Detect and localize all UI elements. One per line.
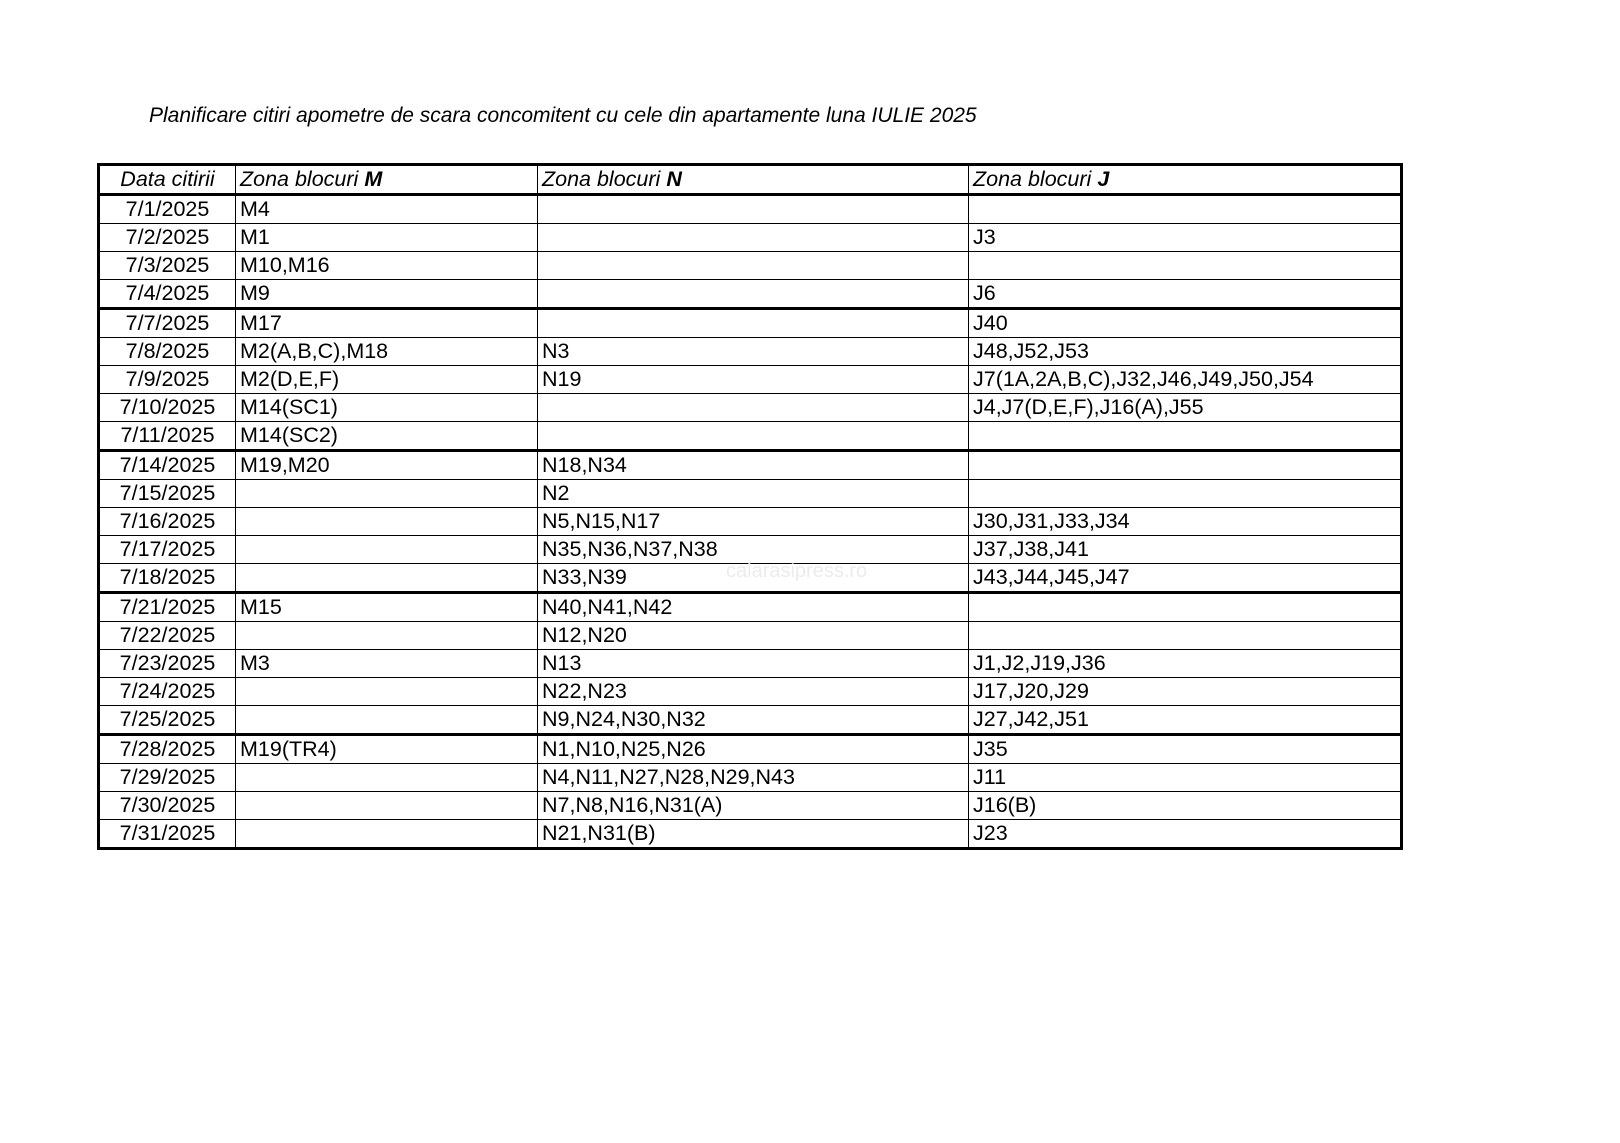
table-row [99, 195, 1402, 224]
table-row [99, 650, 1402, 678]
watermark: calarasipress.ro [726, 560, 868, 582]
date-cell: 7/28/2025 [99, 735, 236, 764]
zone-m-cell [236, 678, 538, 706]
header-zone-n: Zona blocuri N [538, 165, 969, 195]
zone-j-cell: J16(B) [969, 792, 1402, 820]
zone-n-cell [538, 195, 969, 224]
table-row [99, 593, 1402, 622]
zone-n-cell [538, 422, 969, 451]
date-cell: 7/9/2025 [99, 366, 236, 394]
zone-n-cell: N21,N31(B) [538, 820, 969, 849]
zone-n-cell [538, 224, 969, 252]
document-title: Planificare citiri apometre de scara concomitent cu cele din apartamente luna IULIE 2025 [149, 104, 977, 127]
zone-m-cell [236, 622, 538, 650]
zone-j-cell: J37,J38,J41 [969, 536, 1402, 564]
zone-n-cell: N4,N11,N27,N28,N29,N43 [538, 764, 969, 792]
table-row [99, 678, 1402, 706]
zone-m-cell [236, 706, 538, 735]
date-cell: 7/2/2025 [99, 224, 236, 252]
zone-m-cell: M2(D,E,F) [236, 366, 538, 394]
date-cell: 7/15/2025 [99, 480, 236, 508]
zone-j-cell: J1,J2,J19,J36 [969, 650, 1402, 678]
date-cell: 7/16/2025 [99, 508, 236, 536]
header-zone-j: Zona blocuri J [969, 165, 1402, 195]
zone-n-cell: N40,N41,N42 [538, 593, 969, 622]
date-cell: 7/8/2025 [99, 338, 236, 366]
zone-n-cell: N33,N39 [538, 564, 969, 593]
date-cell: 7/24/2025 [99, 678, 236, 706]
zone-j-cell: J48,J52,J53 [969, 338, 1402, 366]
zone-j-cell: J30,J31,J33,J34 [969, 508, 1402, 536]
date-cell: 7/31/2025 [99, 820, 236, 849]
date-cell: 7/1/2025 [99, 195, 236, 224]
zone-j-cell: J27,J42,J51 [969, 706, 1402, 735]
zone-m-cell [236, 480, 538, 508]
zone-m-cell: M10,M16 [236, 252, 538, 280]
date-cell: 7/25/2025 [99, 706, 236, 735]
table-row [99, 764, 1402, 792]
zone-m-cell: M1 [236, 224, 538, 252]
zone-m-cell [236, 564, 538, 593]
zone-m-cell: M14(SC1) [236, 394, 538, 422]
table-row [99, 280, 1402, 309]
zone-j-cell: J4,J7(D,E,F),J16(A),J55 [969, 394, 1402, 422]
date-cell: 7/21/2025 [99, 593, 236, 622]
table-row [99, 480, 1402, 508]
date-cell: 7/11/2025 [99, 422, 236, 451]
zone-j-cell: J43,J44,J45,J47 [969, 564, 1402, 593]
table-row [99, 820, 1402, 849]
date-cell: 7/30/2025 [99, 792, 236, 820]
zone-n-cell: N13 [538, 650, 969, 678]
zone-m-cell: M19(TR4) [236, 735, 538, 764]
zone-m-cell [236, 820, 538, 849]
zone-n-cell: N22,N23 [538, 678, 969, 706]
table-row [99, 792, 1402, 820]
zone-j-cell [969, 252, 1402, 280]
zone-n-cell: N1,N10,N25,N26 [538, 735, 969, 764]
table-row [99, 706, 1402, 735]
table-row [99, 735, 1402, 764]
zone-n-cell: N18,N34 [538, 451, 969, 480]
date-cell: 7/14/2025 [99, 451, 236, 480]
table-row [99, 252, 1402, 280]
header-row [99, 165, 1402, 195]
zone-j-cell [969, 480, 1402, 508]
zone-m-cell: M17 [236, 309, 538, 338]
zone-n-cell: N7,N8,N16,N31(A) [538, 792, 969, 820]
date-cell: 7/17/2025 [99, 536, 236, 564]
date-cell: 7/18/2025 [99, 564, 236, 593]
zone-j-cell [969, 451, 1402, 480]
table-row [99, 224, 1402, 252]
table-row [99, 422, 1402, 451]
zone-m-cell: M2(A,B,C),M18 [236, 338, 538, 366]
zone-j-cell [969, 593, 1402, 622]
zone-m-cell: M19,M20 [236, 451, 538, 480]
date-cell: 7/22/2025 [99, 622, 236, 650]
date-cell: 7/7/2025 [99, 309, 236, 338]
zone-j-cell: J17,J20,J29 [969, 678, 1402, 706]
table-row [99, 338, 1402, 366]
date-cell: 7/4/2025 [99, 280, 236, 309]
zone-j-cell: J40 [969, 309, 1402, 338]
zone-n-cell [538, 309, 969, 338]
date-cell: 7/29/2025 [99, 764, 236, 792]
zone-n-cell [538, 394, 969, 422]
table-row [99, 451, 1402, 480]
zone-m-cell [236, 764, 538, 792]
header-date: Data citirii [99, 165, 236, 195]
zone-n-cell: N5,N15,N17 [538, 508, 969, 536]
zone-m-cell: M3 [236, 650, 538, 678]
table-row [99, 508, 1402, 536]
date-cell: 7/3/2025 [99, 252, 236, 280]
schedule-body [99, 195, 1402, 849]
zone-j-cell [969, 422, 1402, 451]
zone-n-cell: N12,N20 [538, 622, 969, 650]
zone-m-cell: M15 [236, 593, 538, 622]
date-cell: 7/23/2025 [99, 650, 236, 678]
zone-m-cell [236, 508, 538, 536]
zone-n-cell: N9,N24,N30,N32 [538, 706, 969, 735]
zone-j-cell: J23 [969, 820, 1402, 849]
table-row [99, 366, 1402, 394]
zone-n-cell: N3 [538, 338, 969, 366]
zone-m-cell: M4 [236, 195, 538, 224]
zone-m-cell [236, 792, 538, 820]
table-row [99, 309, 1402, 338]
table-row [99, 394, 1402, 422]
reading-schedule-table [97, 163, 1403, 850]
header-zone-m: Zona blocuri M [236, 165, 538, 195]
zone-j-cell [969, 622, 1402, 650]
zone-j-cell: J11 [969, 764, 1402, 792]
zone-n-cell: N2 [538, 480, 969, 508]
zone-j-cell: J7(1A,2A,B,C),J32,J46,J49,J50,J54 [969, 366, 1402, 394]
zone-m-cell: M9 [236, 280, 538, 309]
zone-j-cell: J35 [969, 735, 1402, 764]
zone-n-cell [538, 280, 969, 309]
zone-m-cell: M14(SC2) [236, 422, 538, 451]
zone-n-cell: N19 [538, 366, 969, 394]
zone-j-cell: J6 [969, 280, 1402, 309]
zone-n-cell: N35,N36,N37,N38 [538, 536, 969, 564]
date-cell: 7/10/2025 [99, 394, 236, 422]
zone-m-cell [236, 536, 538, 564]
table-row [99, 622, 1402, 650]
zone-j-cell [969, 195, 1402, 224]
zone-j-cell: J3 [969, 224, 1402, 252]
zone-n-cell [538, 252, 969, 280]
